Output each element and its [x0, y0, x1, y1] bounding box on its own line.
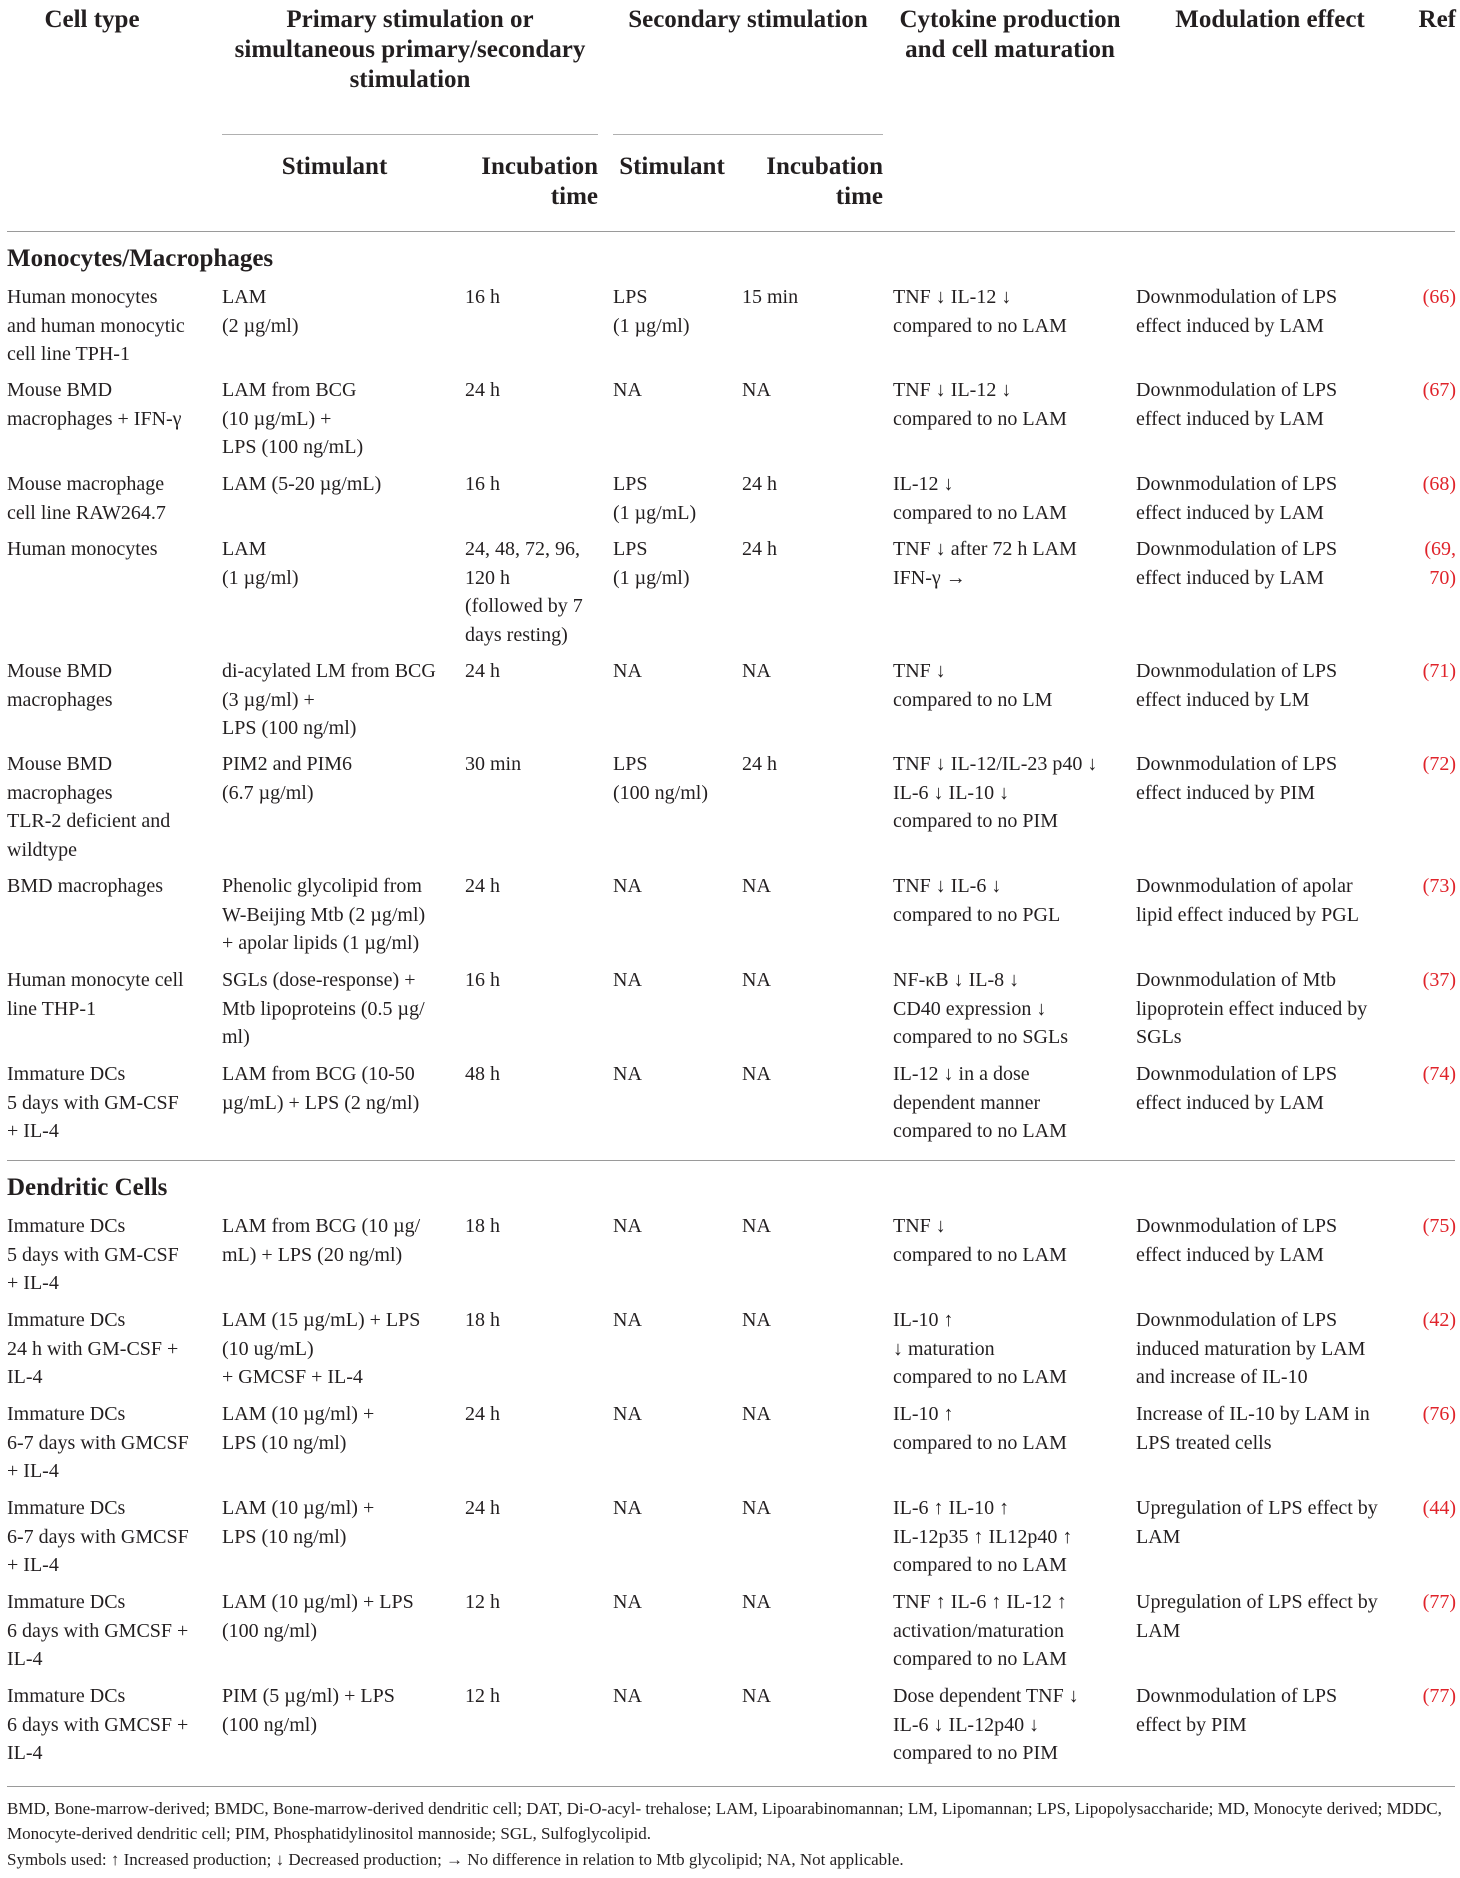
cell-inc1: 18 h [465, 1215, 500, 1237]
cell-cytokine: IL-6 ↑ IL-10 ↑ IL-12p35 ↑ IL12p40 ↑ compared to no LAM [893, 1497, 1073, 1576]
cell-inc2: NA [742, 379, 771, 401]
cell-stim2: LPS (1 µg/ml) [613, 286, 690, 337]
cell-stim2: LPS (100 ng/ml) [613, 753, 708, 804]
cell-inc2: NA [742, 969, 771, 991]
header-cell-type: Cell type [44, 6, 140, 33]
cell-stim1: Phenolic glycolipid from W-Beijing Mtb (2 µg/ml) + apolar lipids (1 µg/ml) [222, 875, 426, 954]
cell-modulation: Increase of IL-10 by LAM in LPS treated cells [1136, 1403, 1370, 1454]
cell-stim1: di-acylated LM from BCG (3 µg/ml) + LPS (100 ng/ml) [222, 660, 436, 739]
header-bottom-rule [7, 231, 1455, 232]
cell-inc2: NA [742, 1403, 771, 1425]
cell-cell-type: Mouse BMD macrophages TLR-2 deficient and wildtype [7, 753, 171, 861]
cell-modulation: Downmodulation of LPS effect induced by PIM [1136, 753, 1338, 804]
cell-stim2: NA [613, 379, 642, 401]
cell-inc2: 24 h [742, 538, 777, 560]
section-title: Monocytes/Macrophages [7, 245, 274, 272]
cell-cell-type: Mouse BMD macrophages [7, 660, 113, 711]
cell-cytokine: TNF ↓ after 72 h LAM IFN-γ → [893, 538, 1077, 589]
cell-ref[interactable]: (74) [1422, 1063, 1456, 1085]
cell-ref[interactable]: (73) [1422, 875, 1456, 897]
cell-modulation: Downmodulation of LPS effect induced by LAM [1136, 1063, 1338, 1114]
cell-cytokine: TNF ↓ compared to no LAM [893, 1215, 1067, 1266]
cell-cell-type: Immature DCs 6 days with GMCSF + IL-4 [7, 1591, 189, 1670]
cell-stim2: NA [613, 1309, 642, 1331]
cell-modulation: Downmodulation of apolar lipid effect induced by PGL [1136, 875, 1359, 926]
cell-cell-type: Human monocytes and human monocytic cell line TPH-1 [7, 286, 185, 365]
cell-stim2: NA [613, 1685, 642, 1707]
cell-modulation: Upregulation of LPS effect by LAM [1136, 1591, 1378, 1642]
cell-modulation: Downmodulation of Mtb lipoprotein effect induced by SGLs [1136, 969, 1368, 1048]
cell-ref[interactable]: (72) [1422, 753, 1456, 775]
header-secondary-stimulation: Secondary stimulation [628, 6, 868, 33]
cell-inc1: 30 min [465, 753, 522, 775]
cell-stim1: LAM (2 µg/ml) [222, 286, 299, 337]
header-stimulant-primary: Stimulant [281, 153, 388, 180]
cell-ref[interactable]: (71) [1422, 660, 1456, 682]
cell-inc1: 12 h [465, 1685, 500, 1707]
cell-cell-type: Human monocytes [7, 538, 158, 560]
header-primary-stimulation: Primary stimulation or simultaneous primary/secondary stimulation [234, 6, 586, 93]
cell-stim2: NA [613, 875, 642, 897]
cell-stim1: LAM (15 µg/mL) + LPS (10 ug/mL) + GMCSF + IL-4 [222, 1309, 421, 1388]
cell-stim1: PIM2 and PIM6 (6.7 µg/ml) [222, 753, 353, 804]
cell-cell-type: Immature DCs 6 days with GMCSF + IL-4 [7, 1685, 189, 1764]
header-stimulant-secondary: Stimulant [619, 153, 725, 180]
cell-cytokine: IL-12 ↓ compared to no LAM [893, 473, 1067, 524]
cell-inc2: NA [742, 1215, 771, 1237]
cell-cytokine: TNF ↓ IL-12 ↓ compared to no LAM [893, 379, 1067, 430]
cell-stim1: LAM from BCG (10-50 µg/mL) + LPS (2 ng/ml) [222, 1063, 420, 1114]
cell-cell-type: Mouse BMD macrophages + IFN-γ [7, 379, 182, 430]
cell-ref[interactable]: (37) [1422, 969, 1456, 991]
cell-ref[interactable]: (68) [1422, 473, 1456, 495]
cell-stim1: LAM from BCG (10 µg/mL) + LPS (100 ng/mL) [222, 379, 364, 458]
cell-inc1: 24 h [465, 379, 500, 401]
cell-stim1: LAM (10 µg/ml) + LPS (100 ng/ml) [222, 1591, 414, 1642]
cell-inc1: 24 h [465, 1403, 500, 1425]
header-modulation: Modulation effect [1175, 6, 1365, 33]
cell-cell-type: Immature DCs 5 days with GM-CSF + IL-4 [7, 1215, 179, 1294]
cell-inc1: 16 h [465, 286, 500, 308]
cell-stim1: SGLs (dose-response) + Mtb lipoproteins (0.5 µg/ ml) [222, 969, 425, 1048]
cell-ref[interactable]: (75) [1422, 1215, 1456, 1237]
cell-modulation: Downmodulation of LPS effect induced by LAM [1136, 473, 1338, 524]
header-incubation-secondary: Incubation time [766, 153, 883, 210]
cell-cytokine: Dose dependent TNF ↓ IL-6 ↓ IL-12p40 ↓ compared to no PIM [893, 1685, 1079, 1764]
cell-inc2: NA [742, 1497, 771, 1519]
cell-cytokine: TNF ↓ IL-6 ↓ compared to no PGL [893, 875, 1061, 926]
cell-inc1: 16 h [465, 473, 500, 495]
cell-stim2: NA [613, 969, 642, 991]
header-primary-underline [222, 134, 598, 135]
cell-inc2: 24 h [742, 473, 777, 495]
cell-modulation: Downmodulation of LPS effect by PIM [1136, 1685, 1338, 1736]
cell-inc2: NA [742, 1309, 771, 1331]
cell-cell-type: Immature DCs 24 h with GM-CSF + IL-4 [7, 1309, 179, 1388]
cell-cell-type: Immature DCs 5 days with GM-CSF + IL-4 [7, 1063, 179, 1142]
cell-inc2: NA [742, 1063, 771, 1085]
cell-cell-type: Immature DCs 6-7 days with GMCSF + IL-4 [7, 1403, 189, 1482]
cell-stim1: LAM (10 µg/ml) + LPS (10 ng/ml) [222, 1403, 375, 1454]
cell-inc2: NA [742, 1685, 771, 1707]
table-bottom-rule [7, 1786, 1455, 1787]
cell-cell-type: Human monocyte cell line THP-1 [7, 969, 184, 1020]
header-secondary-underline [613, 134, 883, 135]
cell-stim2: LPS (1 µg/mL) [613, 473, 697, 524]
cell-modulation: Downmodulation of LPS effect induced by LM [1136, 660, 1338, 711]
footnote-abbreviations: BMD, Bone-marrow-derived; BMDC, Bone-marrow-derived dendritic cell; DAT, Di-O-acyl- trehalose; LAM, Lipoarabinomannan; LM, Lipomannan; LPS, Lipopolysaccharide; MD, Monocyte derived; MDDC, Monocyte-derived dendritic cell; PIM, Phosphatidylinositol mannoside; SGL, Sulfoglycolipid. [7, 1799, 1442, 1843]
cell-ref[interactable]: (77) [1422, 1591, 1456, 1613]
header-ref: Ref [1418, 6, 1456, 33]
cell-inc2: NA [742, 1591, 771, 1613]
cell-inc1: 12 h [465, 1591, 500, 1613]
cell-stim1: PIM (5 µg/ml) + LPS (100 ng/ml) [222, 1685, 395, 1736]
cell-stim2: NA [613, 1063, 642, 1085]
cell-ref[interactable]: (66) [1422, 286, 1456, 308]
cell-modulation: Downmodulation of LPS effect induced by LAM [1136, 1215, 1338, 1266]
cell-modulation: Upregulation of LPS effect by LAM [1136, 1497, 1378, 1548]
cell-ref[interactable]: (77) [1422, 1685, 1456, 1707]
cell-cytokine: TNF ↓ IL-12 ↓ compared to no LAM [893, 286, 1067, 337]
footnote-symbols: Symbols used: ↑ Increased production; ↓ Decreased production; → No difference in relation to Mtb glycolipid; NA, Not applicable. [7, 1850, 904, 1869]
header-incubation-primary: Incubation time [481, 153, 598, 210]
cell-stim1: LAM (10 µg/ml) + LPS (10 ng/ml) [222, 1497, 375, 1548]
cell-inc1: 18 h [465, 1309, 500, 1331]
cell-modulation: Downmodulation of LPS effect induced by LAM [1136, 286, 1338, 337]
cell-ref[interactable]: (67) [1422, 379, 1456, 401]
cell-inc2: NA [742, 875, 771, 897]
cell-inc2: NA [742, 660, 771, 682]
cell-cytokine: IL-10 ↑ compared to no LAM [893, 1403, 1067, 1454]
cell-stim1: LAM (1 µg/ml) [222, 538, 299, 589]
cell-ref[interactable]: (42) [1422, 1309, 1456, 1331]
cell-stim1: LAM from BCG (10 µg/ mL) + LPS (20 ng/ml) [222, 1215, 421, 1266]
cell-cell-type: BMD macrophages [7, 875, 164, 897]
cell-cytokine: NF-κB ↓ IL-8 ↓ CD40 expression ↓ compared to no SGLs [893, 969, 1068, 1048]
cell-inc1: 16 h [465, 969, 500, 991]
cell-cytokine: IL-12 ↓ in a dose dependent manner compared to no LAM [893, 1063, 1067, 1142]
cell-stim1: LAM (5-20 µg/mL) [222, 473, 382, 495]
section-title: Dendritic Cells [7, 1174, 168, 1201]
cell-inc1: 48 h [465, 1063, 500, 1085]
cell-cytokine: TNF ↑ IL-6 ↑ IL-12 ↑ activation/maturation compared to no LAM [893, 1591, 1067, 1670]
cell-cell-type: Mouse macrophage cell line RAW264.7 [7, 473, 166, 524]
cell-cytokine: TNF ↓ IL-12/IL-23 p40 ↓ IL-6 ↓ IL-10 ↓ compared to no PIM [893, 753, 1098, 832]
cell-inc2: 15 min [742, 286, 799, 308]
cell-modulation: Downmodulation of LPS induced maturation by LAM and increase of IL-10 [1136, 1309, 1366, 1388]
cell-ref[interactable]: (69, 70) [1424, 538, 1456, 589]
cell-inc1: 24 h [465, 1497, 500, 1519]
cell-modulation: Downmodulation of LPS effect induced by LAM [1136, 379, 1338, 430]
cell-inc1: 24 h [465, 660, 500, 682]
cell-modulation: Downmodulation of LPS effect induced by LAM [1136, 538, 1338, 589]
cell-ref[interactable]: (76) [1422, 1403, 1456, 1425]
cell-cytokine: IL-10 ↑ ↓ maturation compared to no LAM [893, 1309, 1067, 1388]
cell-cytokine: TNF ↓ compared to no LM [893, 660, 1053, 711]
cell-ref[interactable]: (44) [1422, 1497, 1456, 1519]
cell-stim2: NA [613, 1403, 642, 1425]
header-cytokine: Cytokine production and cell maturation [899, 6, 1121, 63]
cell-stim2: NA [613, 1497, 642, 1519]
cell-stim2: LPS (1 µg/ml) [613, 538, 690, 589]
section-divider [7, 1160, 1455, 1161]
cell-stim2: NA [613, 1215, 642, 1237]
cell-stim2: NA [613, 660, 642, 682]
cell-inc2: 24 h [742, 753, 777, 775]
cell-stim2: NA [613, 1591, 642, 1613]
cell-cell-type: Immature DCs 6-7 days with GMCSF + IL-4 [7, 1497, 189, 1576]
cell-inc1: 24 h [465, 875, 500, 897]
cell-inc1: 24, 48, 72, 96, 120 h (followed by 7 days resting) [465, 538, 583, 646]
